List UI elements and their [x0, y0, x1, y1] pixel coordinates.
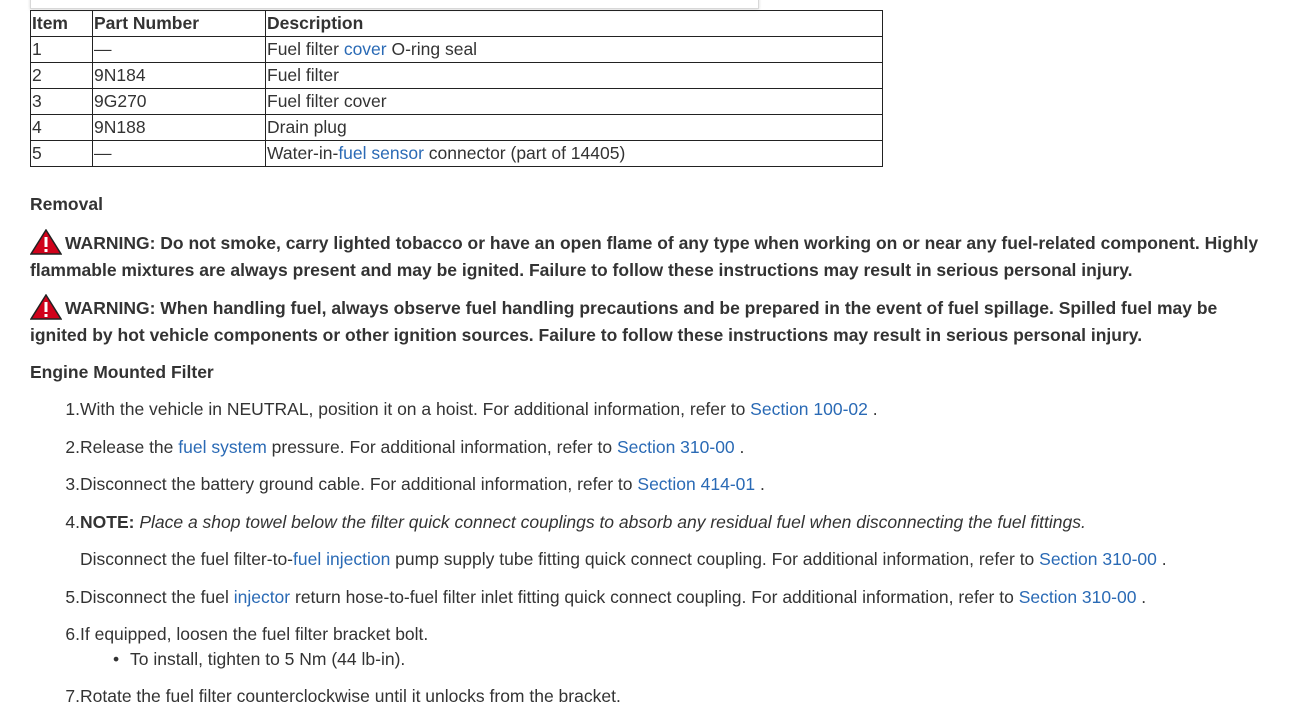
step-text-part: .: [1136, 587, 1147, 607]
step-number: 3.: [65, 474, 80, 494]
section-310-00-link[interactable]: Section 310-00: [1018, 587, 1137, 607]
cell-description: Fuel filter cover: [266, 89, 883, 115]
cover-link[interactable]: cover: [343, 39, 387, 59]
step-text-part: Disconnect the battery ground cable. For additional information, refer to: [80, 474, 638, 494]
cell-description: Fuel filter: [266, 63, 883, 89]
step-number: 4.: [65, 512, 80, 532]
cell-description: Drain plug: [266, 115, 883, 141]
step-text-part: With the vehicle in NEUTRAL, position it on a hoist. For additional information, refer to: [80, 399, 751, 419]
parts-table: [30, 10, 883, 167]
table-row: [31, 115, 883, 141]
warning-text: WARNING: When handling fuel, always observe fuel handling precautions and be prepared in the event of fuel spillage. Spilled fuel may be ignited by hot vehicle components or other ignition sources. Failure to follow these instructions may result in serious personal injury.: [30, 298, 1218, 345]
step-text-part: .: [755, 474, 765, 494]
desc-text: Water-in-: [267, 143, 339, 163]
fuel-sensor-link[interactable]: fuel sensor: [338, 143, 424, 163]
step-number: 6.: [65, 624, 80, 644]
step-text-part: .: [734, 437, 745, 457]
fuel-injection-link[interactable]: fuel injection: [293, 549, 391, 569]
cell-description: [266, 37, 883, 63]
cell-item: 2: [31, 63, 93, 89]
note-text: Place a shop towel below the filter quick connect couplings to absorb any residual fuel when disconnecting the fuel fittings.: [134, 512, 1086, 532]
table-row: [31, 63, 883, 89]
step-number: 2.: [65, 437, 80, 457]
cell-description: [266, 141, 883, 167]
table-header-row: [31, 11, 883, 37]
cell-item: 3: [31, 89, 93, 115]
table-row: [31, 89, 883, 115]
cell-item: 1: [31, 37, 93, 63]
step-text-part: pressure. For additional information, refer to: [266, 437, 617, 457]
step-text-part: pump supply tube fitting quick connect coupling. For additional information, refer to: [390, 549, 1040, 569]
header-item: Item: [31, 11, 93, 37]
section-100-02-link[interactable]: Section 100-02: [750, 399, 868, 419]
injector-link[interactable]: injector: [233, 587, 291, 607]
desc-text: Fuel filter: [267, 39, 344, 59]
desc-text: connector (part of 14405): [423, 143, 626, 163]
note: [80, 512, 1086, 533]
step-number: 7.: [65, 686, 80, 706]
step-text-part: Release the: [80, 437, 179, 457]
warning-text: WARNING: Do not smoke, carry lighted tobacco or have an open flame of any type when working on or near any fuel-related component. Highly flammable mixtures are always present and may be ignited. Failure to follow these instructions may result in serious personal injury.: [30, 233, 1259, 280]
step-text-part: .: [1156, 549, 1167, 569]
cell-part: —: [93, 141, 266, 167]
step-text-part: return hose-to-fuel filter inlet fitting quick connect coupling. For additional information, refer to: [290, 587, 1019, 607]
step-text: Rotate the fuel filter counterclockwise until it unlocks from the bracket.: [80, 686, 621, 706]
header-description: Description: [266, 11, 883, 37]
removal-heading: Removal: [30, 194, 103, 214]
engine-mounted-filter-heading: Engine Mounted Filter: [30, 362, 214, 382]
step-text: [80, 399, 878, 420]
step-text: [80, 474, 765, 495]
step-text: [80, 549, 1167, 570]
table-row: [31, 141, 883, 167]
cell-part: 9G270: [93, 89, 266, 115]
popup-toolbar: [30, 0, 759, 9]
section-310-00-link[interactable]: Section 310-00: [1039, 549, 1157, 569]
warning-triangle-icon: [30, 229, 62, 255]
step-text: [80, 437, 744, 458]
cell-part: —: [93, 37, 266, 63]
install-torque-bullet: • To install, tighten to 5 Nm (44 lb-in).: [130, 649, 405, 670]
fuel-system-link[interactable]: fuel system: [178, 437, 267, 457]
cell-part: 9N184: [93, 63, 266, 89]
step-number: 5.: [65, 587, 80, 607]
step-number: 1.: [65, 399, 80, 419]
note-label: NOTE:: [80, 512, 135, 532]
header-part-number: Part Number: [93, 11, 266, 37]
table-row: [31, 37, 883, 63]
cell-item: 5: [31, 141, 93, 167]
step-text: [80, 587, 1146, 608]
desc-text: O-ring seal: [386, 39, 478, 59]
section-310-00-link[interactable]: Section 310-00: [616, 437, 735, 457]
warning-1: [30, 229, 1270, 284]
warning-triangle-icon: [30, 294, 62, 320]
warning-2: [30, 294, 1270, 349]
step-text-part: Disconnect the fuel filter-to-: [80, 549, 294, 569]
cell-item: 4: [31, 115, 93, 141]
section-414-01-link[interactable]: Section 414-01: [637, 474, 756, 494]
step-text-part: Disconnect the fuel: [80, 587, 234, 607]
cell-part: 9N188: [93, 115, 266, 141]
step-text: If equipped, loosen the fuel filter bracket bolt.: [80, 624, 429, 644]
step-text-part: .: [867, 399, 878, 419]
